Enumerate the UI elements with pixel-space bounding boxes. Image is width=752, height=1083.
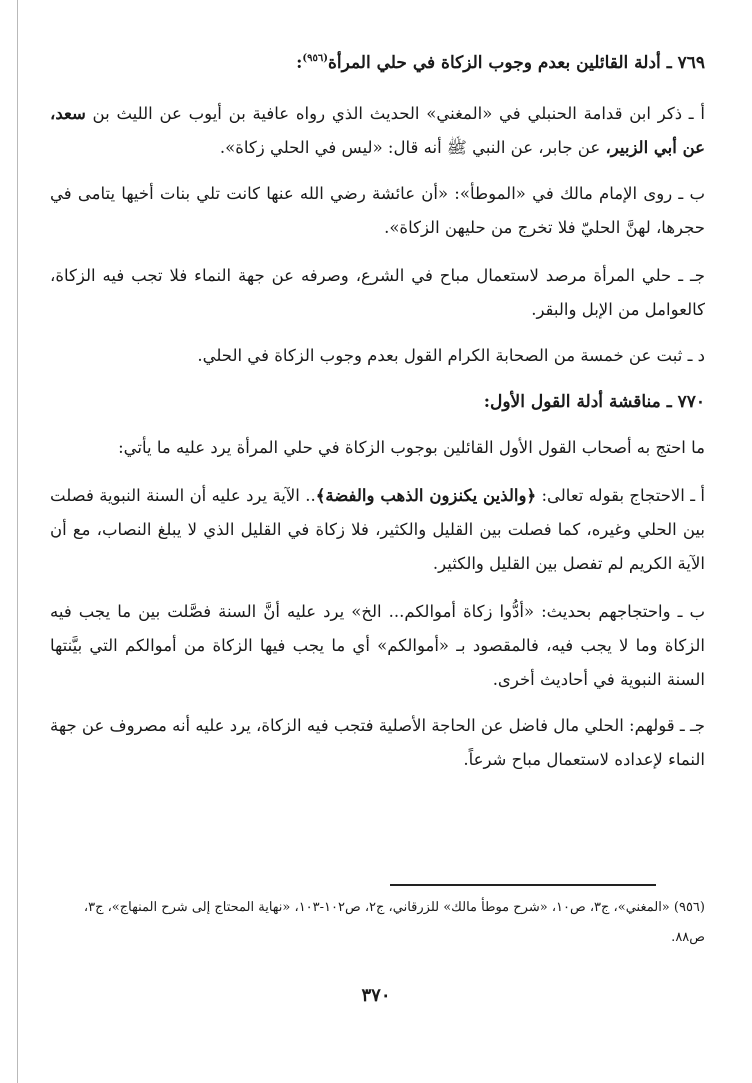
section-770-intro: ما احتج به أصحاب القول الأول القائلين بوجوب الزكاة في حلي المرأة يرد عليه ما يأتي: xyxy=(118,438,705,457)
page-number: ٣٧٠ xyxy=(361,985,391,1006)
rebuttal-item-a: أ ـ الاحتجاج بقوله تعالى: ﴿والذين يكنزون الذهب والفضة﴾.. الآية يرد عليه أن السنة النبوية فصلت بين الحلي وغيره، كما فصلت بين القليل والكثير، فلا زكاة في القليل الذي لا يبلغ النصاب، مع أن الآية الكريم لم تفصل بين القليل والكثير. xyxy=(50,486,705,573)
footnote-reference: (٩٥٦) xyxy=(302,53,328,64)
page-edge-line xyxy=(17,0,18,1083)
item-letter: أ ـ xyxy=(682,104,705,123)
list-item-a: أ ـ ذكر ابن قدامة الحنبلي في «المغني» الحديث الذي رواه عافية بن أيوب عن الليث بن سعد، عن أبي الزبير، عن جابر، عن النبي ﷺ أنه قال: «ليس في الحلي زكاة». xyxy=(50,104,705,157)
item-letter: ب ـ xyxy=(672,184,705,203)
section-769-heading: ٧٦٩ ـ أدلة القائلين بعدم وجوب الزكاة في حلي المرأة$^{(٩٥٦)}$: xyxy=(296,53,705,73)
footnote: (٩٥٦) «المغني»، ج٣، ص١٠، «شرح موطأ مالك» للزرقاني، ج٢، ص١٠٢-١٠٣، «نهاية المحتاج إلى شرح المنهاج»، ج٣، ص٨٨. xyxy=(83,900,705,945)
rebuttal-item-b: ب ـ واحتجاجهم بحديث: «أدُّوا زكاة أموالكم... الخ» يرد عليه أنَّ السنة فصَّلت بين ما يجب فيه الزكاة وما لا يجب فيه، فالمقصود بـ «أموالكم» أي ما يجب فيها الزكاة من أموالكم التي بيَّنتها السنة النبوية في أحاديث أخرى. xyxy=(50,602,705,689)
list-item-c: جـ ـ حلي المرأة مرصد لاستعمال مباح في الشرع، وصرفه عن جهة النماء فلا تجب فيه الزكاة، كالعوامل من الإبل والبقر. xyxy=(50,266,705,319)
list-item-b: ب ـ روى الإمام مالك في «الموطأ»: «أن عائشة رضي الله عنها كانت تلي بنات أخيها يتامى في حجرها، لهنَّ الحليّ فلا تخرج من حليهن الزكاة». xyxy=(50,184,705,237)
section-770-heading: ٧٧٠ ـ مناقشة أدلة القول الأول: xyxy=(483,392,705,412)
rebuttal-item-c: جـ ـ قولهم: الحلي مال فاضل عن الحاجة الأصلية فتجب فيه الزكاة، يرد عليه أنه مصروف عن جهة النماء لإعداده لاستعمال مباح شرعاً. xyxy=(50,716,705,769)
item-letter: ب ـ xyxy=(670,602,705,621)
item-letter: د ـ xyxy=(682,346,705,365)
footnote-divider xyxy=(390,884,656,886)
item-letter: جـ ـ xyxy=(674,716,705,735)
item-letter: أ ـ xyxy=(684,486,705,505)
item-letter: جـ ـ xyxy=(671,266,705,285)
list-item-d: د ـ ثبت عن خمسة من الصحابة الكرام القول بعدم وجوب الزكاة في الحلي. xyxy=(197,346,705,365)
page-body xyxy=(50,48,705,777)
